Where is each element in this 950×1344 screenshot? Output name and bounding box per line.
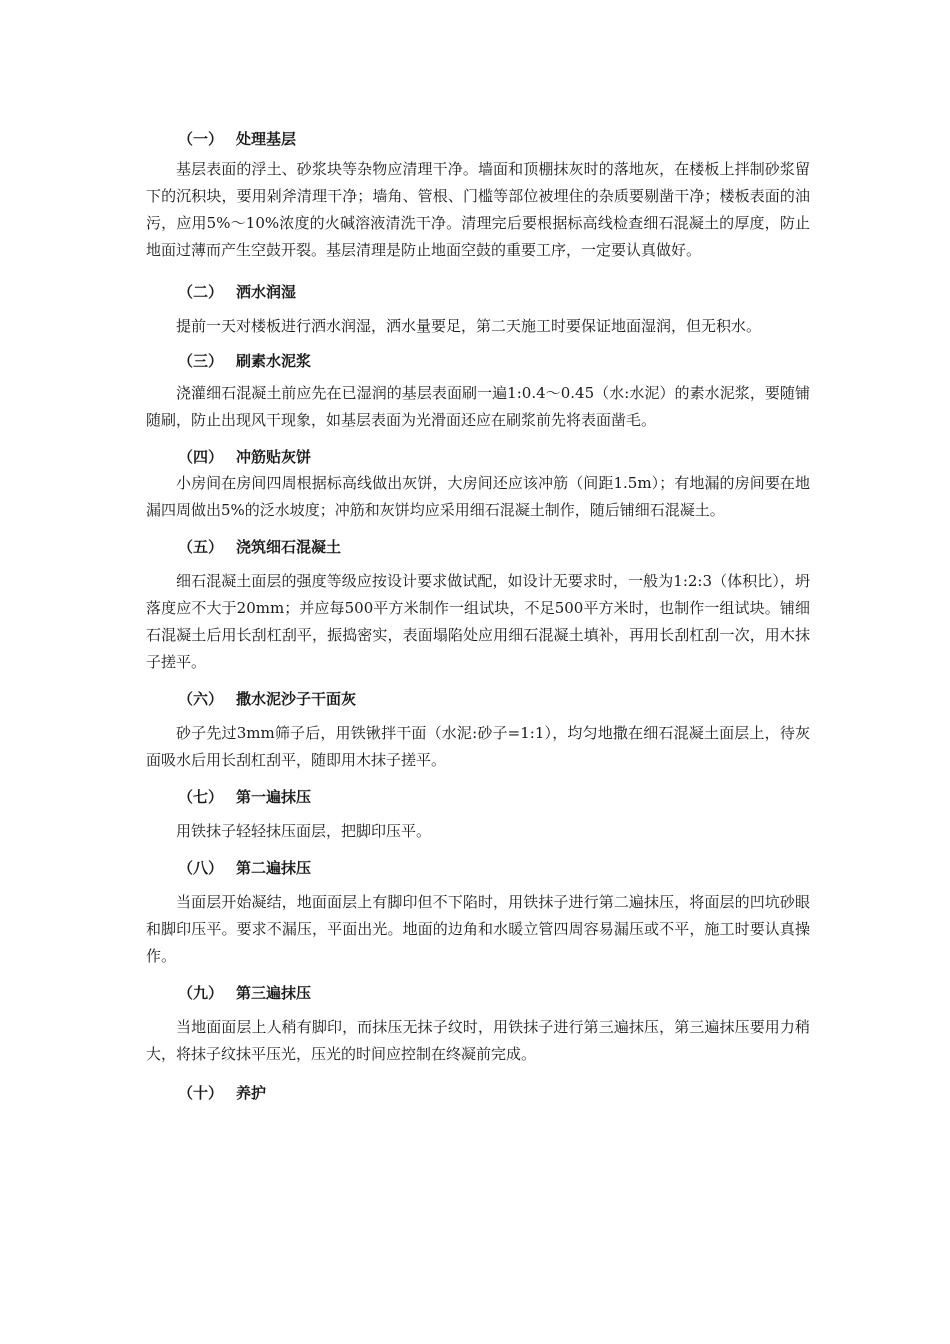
- section-body-7: 用铁抹子轻轻抹压面层，把脚印压平。: [176, 822, 432, 840]
- section-number: （七）: [178, 788, 224, 806]
- section-title: 洒水润湿: [236, 283, 297, 301]
- section-number: （一）: [178, 130, 224, 148]
- section-heading-2: [146, 281, 810, 303]
- section-heading-4: [146, 446, 810, 468]
- document-page: [146, 120, 810, 1104]
- section-body-8: 当面层开始凝结，地面面层上有脚印但不下陷时，用铁抹子进行第二遍抹压，将面层的凹坑砂眼和脚印压平。要求不漏压，平面出光。地面的边角和水暖立管四周容易漏压或不平，施工时要认真操作。: [146, 893, 810, 965]
- section-title: 撒水泥沙子干面灰: [236, 690, 357, 708]
- section-heading-8: [146, 857, 810, 879]
- section-number: （十）: [178, 1084, 224, 1102]
- section-number: （九）: [178, 984, 224, 1002]
- section-title: 养护: [236, 1084, 267, 1102]
- section-body-6: 砂子先过3mm筛子后，用铁锹拌干面（水泥:砂子=1:1），均匀地撒在细石混凝土面层上，待灰面吸水后用长刮杠刮平，随即用木抹子搓平。: [146, 724, 810, 769]
- section-title: 处理基层: [236, 130, 297, 148]
- section-number: （五）: [178, 538, 224, 556]
- section-number: （四）: [178, 448, 224, 466]
- section-number: （三）: [178, 352, 224, 370]
- section-number: （六）: [178, 690, 224, 708]
- section-body-3: 浇灌细石混凝土前应先在已湿润的基层表面刷一遍1:0.4～0.45（水:水泥）的素水泥浆，要随铺随刷，防止出现风干现象，如基层表面为光滑面还应在刷浆前先将表面凿毛。: [146, 384, 810, 429]
- section-body-4: 小房间在房间四周根据标高线做出灰饼，大房间还应该冲筋（间距1.5m）；有地漏的房间要在地漏四周做出5%的泛水坡度；冲筋和灰饼均应采用细石混凝土制作，随后铺细石混凝土。: [146, 474, 810, 519]
- section-title: 第二遍抹压: [236, 859, 312, 877]
- section-title: 浇筑细石混凝土: [236, 538, 342, 556]
- section-body-9: 当地面面层上人稍有脚印，而抹压无抹子纹时，用铁抹子进行第三遍抹压，第三遍抹压要用力稍大，将抹子纹抹平压光，压光的时间应控制在终凝前完成。: [146, 1018, 810, 1063]
- section-title: 第一遍抹压: [236, 788, 312, 806]
- section-body-5: 细石混凝土面层的强度等级应按设计要求做试配，如设计无要求时，一般为1:2:3（体积比），坍落度应不大于20mm；并应每500平方米制作一组试块，不足500平方米时，也制作一组试块。铺细石混凝土后用长刮杠刮平，振捣密实，表面塌陷处应用细石混凝土填补，再用长刮杠刮一次，用木抹子搓平。: [146, 572, 810, 671]
- section-heading-5: [146, 536, 810, 558]
- section-body-2: 提前一天对楼板进行洒水润湿，洒水量要足，第二天施工时要保证地面湿润，但无积水。: [176, 317, 762, 335]
- section-heading-9: [146, 982, 810, 1004]
- section-title: 冲筋贴灰饼: [236, 448, 312, 466]
- section-number: （八）: [178, 859, 224, 877]
- section-heading-3: [146, 350, 810, 372]
- section-heading-7: [146, 786, 810, 808]
- section-heading-6: [146, 688, 810, 710]
- section-heading-10: [146, 1082, 810, 1104]
- section-body-1: 基层表面的浮土、砂浆块等杂物应清理干净。墙面和顶棚抹灰时的落地灰，在楼板上拌制砂浆留下的沉积块，要用剁斧清理干净；墙角、管根、门槛等部位被埋住的杂质要剔凿干净；楼板表面的油污，应用5%～10%浓度的火碱溶液清洗干净。清理完后要根据标高线检查细石混凝土的厚度，防止地面过薄而产生空鼓开裂。基层清理是防止地面空鼓的重要工序，一定要认真做好。: [146, 160, 810, 259]
- section-number: （二）: [178, 283, 224, 301]
- section-heading-1: [146, 128, 810, 150]
- section-title: 刷素水泥浆: [236, 352, 312, 370]
- section-title: 第三遍抹压: [236, 984, 312, 1002]
